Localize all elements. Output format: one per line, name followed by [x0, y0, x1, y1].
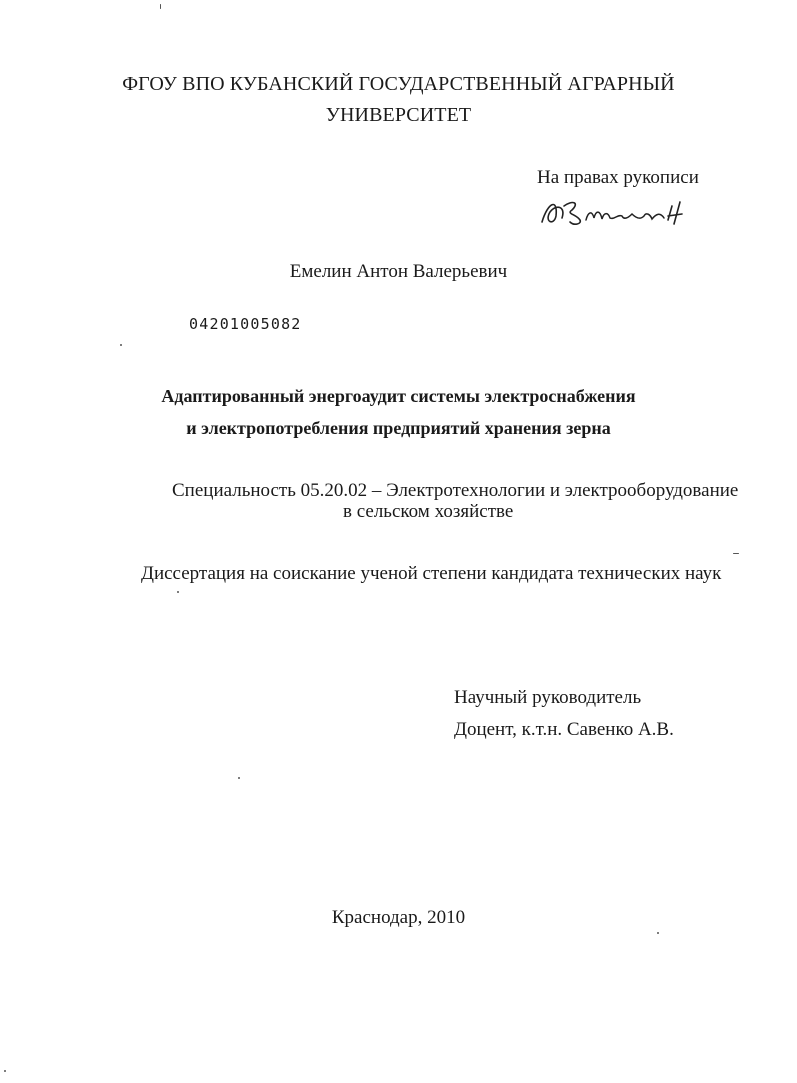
supervisor-name: Доцент, к.т.н. Савенко А.В. — [454, 719, 674, 740]
author-name: Емелин Антон Валерьевич — [289, 261, 508, 282]
scan-speck — [657, 932, 659, 934]
city-year: Краснодар, 2010 — [331, 907, 466, 928]
scan-speck — [238, 777, 240, 779]
manuscript-rights-label: На правах рукописи — [537, 167, 699, 188]
registration-number: 04201005082 — [189, 315, 302, 333]
scan-speck — [160, 4, 161, 9]
scan-speck — [4, 1070, 6, 1072]
dissertation-title-line1: Адаптированный энергоаудит системы электроснабжения — [161, 386, 636, 406]
institution-name-line2: УНИВЕРСИТЕТ — [325, 104, 472, 126]
scan-speck — [120, 344, 122, 346]
specialty-line2: в сельском хозяйстве — [343, 501, 514, 522]
handwritten-signature — [536, 192, 706, 230]
supervisor-label: Научный руководитель — [454, 687, 642, 708]
scan-speck — [733, 553, 739, 554]
dissertation-title-line2: и электропотребления предприятий хранения зерна — [186, 418, 611, 438]
scan-speck — [177, 591, 179, 593]
specialty-line1: Специальность 05.20.02 – Электротехнологии и электрооборудование — [172, 480, 739, 501]
institution-name-line1: ФГОУ ВПО КУБАНСКИЙ ГОСУДАРСТВЕННЫЙ АГРАРНЫЙ — [122, 73, 675, 95]
dissertation-type: Диссертация на соискание ученой степени кандидата технических наук — [141, 563, 722, 584]
